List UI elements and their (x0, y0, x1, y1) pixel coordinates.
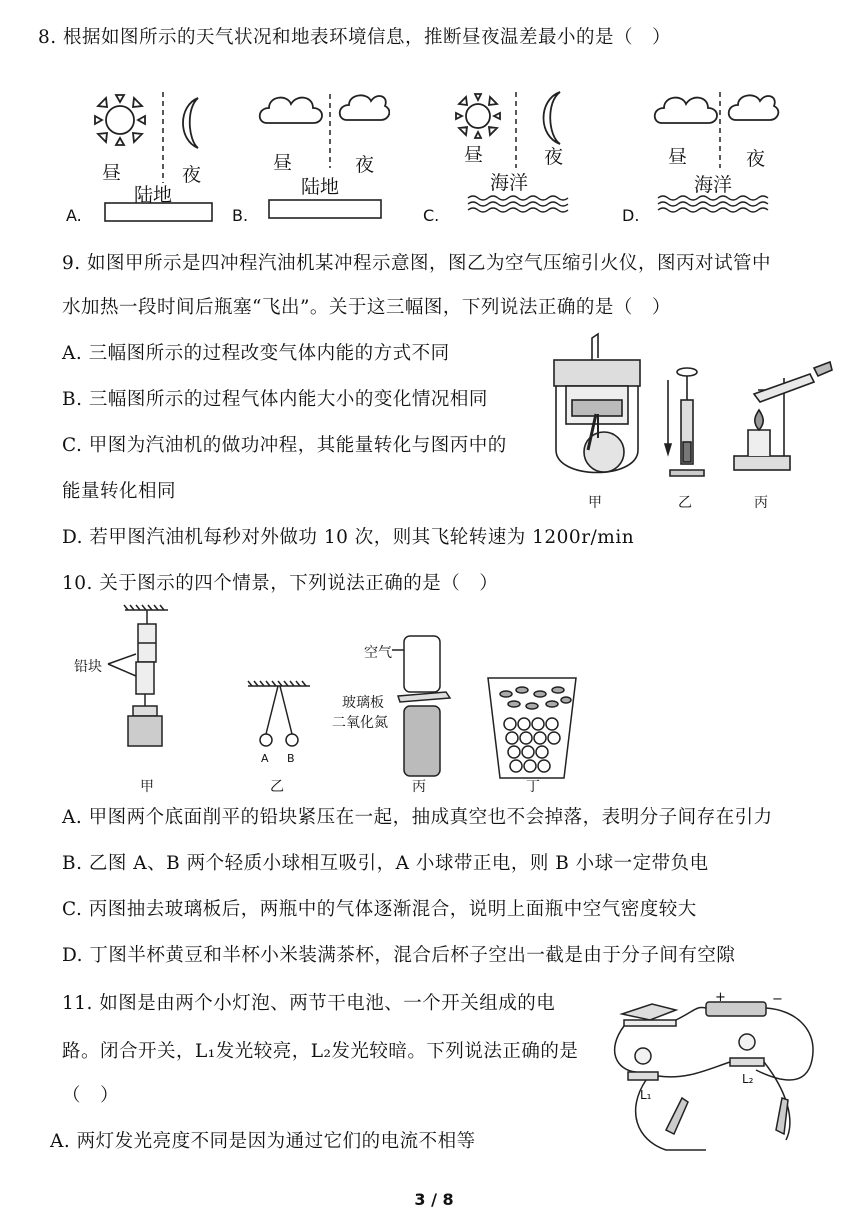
q9-figures (548, 330, 838, 520)
lamp-l2-label: L₂ (742, 1072, 754, 1086)
figure-caption-ding: 丁 (526, 779, 540, 795)
q8-option-d-figure (650, 88, 785, 228)
day-label: 昼 (464, 144, 484, 166)
moon-icon (183, 98, 198, 148)
moon-icon (544, 92, 561, 144)
hanging-balls-figure (248, 681, 310, 746)
option-letter: B. (232, 206, 249, 225)
q10-option-b: B. 乙图 A、B 两个轻质小球相互吸引，A 小球带正电，则 B 小球一定带负电 (62, 853, 709, 874)
figure-label-bing: 丙 (754, 495, 768, 511)
q10-option-a: A. 甲图两个底面削平的铅块紧压在一起，抽成真空也不会掉落，表明分子间存在引力 (62, 807, 773, 828)
lead-block-label: 铅块 (74, 659, 102, 675)
four-scenes-diagram (70, 600, 610, 800)
q9-option-c-line2: 能量转化相同 (62, 481, 177, 502)
q9-option-d: D. 若甲图汽油机每秒对外做功 10 次，则其飞轮转速为 1200r/min (62, 527, 635, 548)
night-label: 夜 (746, 148, 766, 170)
day-label: 昼 (273, 152, 293, 174)
air-label: 空气 (364, 645, 392, 661)
surface-label: 海洋 (694, 174, 733, 196)
q9-stem-line2: 水加热一段时间后瓶塞“飞出”。关于这三幅图，下列说法正确的是（ ） (62, 297, 671, 318)
q11-option-a: A. 两灯发光亮度不同是因为通过它们的电流不相等 (50, 1131, 476, 1152)
gas-bottles-figure (392, 636, 450, 776)
option-letter: A. (66, 206, 82, 225)
engine-cylinder-figure (554, 334, 640, 473)
lamp-l1-label: L₁ (640, 1088, 652, 1102)
figure-label-yi: 乙 (678, 495, 692, 511)
q8-option-a-figure (60, 88, 230, 228)
cloud-icon (340, 95, 390, 120)
option-letter: D. (622, 206, 640, 225)
surface-label: 陆地 (134, 184, 173, 206)
ball-a-label: A (261, 752, 269, 765)
nitrogen-dioxide-label: 二氧化氮 (332, 715, 388, 731)
q11-stem-line3: （ ） (62, 1085, 120, 1106)
glass-plate-label: 玻璃板 (342, 695, 384, 711)
q8-stem: 8. 根据如图所示的天气状况和地表环境信息，推断昼夜温差最小的是（ ） (38, 27, 672, 48)
q8-option-b-figure (255, 88, 390, 228)
air-compressor-figure (665, 368, 704, 476)
figure-caption-yi: 乙 (270, 779, 284, 795)
sun-icon (456, 94, 500, 138)
page-number: 3 / 8 (414, 1190, 454, 1209)
circuit-diagram (606, 990, 828, 1170)
q11-circuit-figure (606, 990, 828, 1170)
figure-label-jia: 甲 (588, 495, 602, 511)
night-label: 夜 (544, 146, 564, 168)
q9-option-c-line1: C. 甲图为汽油机的做功冲程，其能量转化与图丙中的 (62, 435, 507, 456)
day-label: 昼 (668, 146, 688, 168)
heated-test-tube-figure (734, 362, 832, 470)
q10-figures (70, 600, 610, 800)
night-label: 夜 (355, 154, 375, 176)
figure-caption-jia: 甲 (140, 779, 154, 795)
day-label: 昼 (102, 162, 122, 184)
sun-moon-land-diagram (60, 88, 230, 228)
cloud-icon (260, 98, 322, 123)
cup-beans-figure (488, 678, 576, 778)
lead-blocks-figure (108, 605, 168, 746)
battery-positive-label: + (715, 990, 726, 1005)
q9-option-b: B. 三幅图所示的过程气体内能大小的变化情况相同 (62, 389, 488, 410)
wave-pattern (658, 196, 768, 212)
ball-b-label: B (287, 752, 295, 765)
cloud-icon (655, 98, 717, 123)
surface-label: 陆地 (301, 176, 340, 198)
q11-stem-line2: 路。闭合开关，L₁发光较亮，L₂发光较暗。下列说法正确的是 (62, 1041, 579, 1062)
wave-pattern (468, 196, 568, 212)
cloud-icon (729, 95, 779, 120)
q11-stem-line1: 11. 如图是由两个小灯泡、两节干电池、一个开关组成的电 (62, 993, 556, 1014)
battery-negative-label: − (772, 992, 783, 1007)
q9-stem-line1: 9. 如图甲所示是四冲程汽油机某冲程示意图，图乙为空气压缩引火仪，图丙对试管中 (62, 253, 772, 274)
figure-caption-bing: 丙 (412, 779, 426, 795)
option-letter: C. (423, 206, 440, 225)
surface-label: 海洋 (490, 172, 529, 194)
q8-option-c-figure (448, 88, 588, 228)
q10-option-c: C. 丙图抽去玻璃板后，两瓶中的气体逐渐混合，说明上面瓶中空气密度较大 (62, 899, 697, 920)
q9-option-a: A. 三幅图所示的过程改变气体内能的方式不同 (62, 343, 450, 364)
q10-stem: 10. 关于图示的四个情景，下列说法正确的是（ ） (62, 573, 499, 594)
night-label: 夜 (182, 164, 202, 186)
sun-icon (95, 95, 145, 145)
q10-option-d: D. 丁图半杯黄豆和半杯小米装满茶杯，混合后杯子空出一截是由于分子间有空隙 (62, 945, 736, 966)
